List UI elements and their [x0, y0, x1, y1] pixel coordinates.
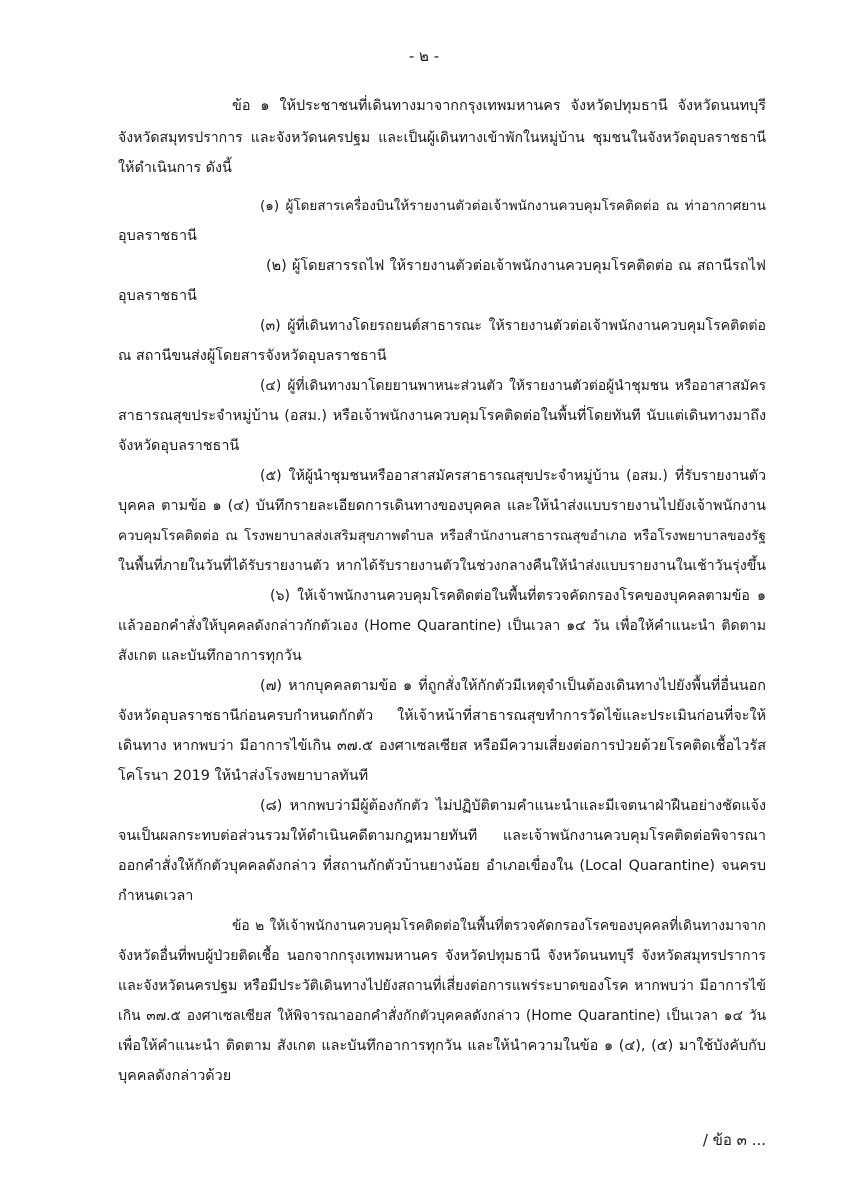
text-line: จังหวัดอุบลราชธานี [118, 438, 240, 454]
text-line: จนเป็นผลกระทบต่อส่วนรวมให้ดำเนินคดีตามกฎหมายทันที และเจ้าพนักงานควบคุมโรคติดต่อพิจารณา [118, 828, 766, 844]
text-line: สาธารณสุขประจำหมู่บ้าน (อสม.) หรือเจ้าพนักงานควบคุมโรคติดต่อในพื้นที่โดยทันที นับแต่เดินทางมาถึง [118, 408, 766, 424]
text-line: (๓) ผู้ที่เดินทางโดยรถยนต์สาธารณะ ให้รายงานตัวต่อเจ้าพนักงานควบคุมโรคติดต่อ [260, 318, 766, 334]
text-line: (๗) หากบุคคลตามข้อ ๑ ที่ถูกสั่งให้กักตัวมีเหตุจำเป็นต้องเดินทางไปยังพื้นที่อื่นนอก [260, 678, 766, 694]
text-line: เกิน ๓๗.๕ องศาเซลเซียส ให้พิจารณาออกคำสั่งกักตัวบุคคลดังกล่าว (Home Quarantine) เป็นเวลา ๑๔ วัน [118, 1008, 766, 1024]
text-line: (๑) ผู้โดยสารเครื่องบินให้รายงานตัวต่อเจ้าพนักงานควบคุมโรคติดต่อ ณ ท่าอากาศยาน [260, 198, 766, 214]
text-line: (๖) ให้เจ้าพนักงานควบคุมโรคติดต่อในพื้นที่ตรวจคัดกรองโรคของบุคคลตามข้อ ๑ [270, 588, 766, 604]
text-line: จังหวัดอื่นที่พบผู้ป่วยติดเชื้อ นอกจากกรุงเทพมหานคร จังหวัดปทุมธานี จังหวัดนนทบุรี จังหวัดสมุทรปราการ [118, 948, 766, 964]
text-line: ข้อ ๒ ให้เจ้าพนักงานควบคุมโรคติดต่อในพื้นที่ตรวจคัดกรองโรคของบุคคลที่เดินทางมาจาก [232, 918, 766, 934]
text-line: บุคคลดังกล่าวด้วย [118, 1068, 232, 1084]
text-line: ณ สถานีขนส่งผู้โดยสารจังหวัดอุบลราชธานี [118, 348, 387, 364]
text-line: อุบลราชธานี [118, 288, 197, 304]
page-number: - ๒ - [408, 47, 440, 65]
next-page-marker: / ข้อ ๓ ... [702, 1131, 766, 1149]
text-line: (๒) ผู้โดยสารรถไฟ ให้รายงานตัวต่อเจ้าพนักงานควบคุมโรคติดต่อ ณ สถานีรถไฟ [266, 258, 766, 274]
text-line: (๔) ผู้ที่เดินทางมาโดยยานพาหนะส่วนตัว ให้รายงานตัวต่อผู้นำชุมชน หรืออาสาสมัคร [260, 378, 766, 394]
text-line: ให้ดำเนินการ ดังนี้ [118, 160, 232, 176]
text-line: แล้วออกคำสั่งให้บุคคลดังกล่าวกักตัวเอง (Home Quarantine) เป็นเวลา ๑๔ วัน เพื่อให้คำแนะนำ ติดตาม [118, 618, 766, 634]
text-line: ข้อ ๑ ให้ประชาชนที่เดินทางมาจากกรุงเทพมหานคร จังหวัดปทุมธานี จังหวัดนนทบุรี [232, 98, 766, 114]
text-line: อุบลราชธานี [118, 228, 197, 244]
text-line: เพื่อให้คำแนะนำ ติดตาม สังเกต และบันทึกอาการทุกวัน และให้นำความในข้อ ๑ (๔), (๕) มาใช้บังคับกับ [118, 1038, 766, 1054]
text-line: บุคคล ตามข้อ ๑ (๔) บันทึกรายละเอียดการเดินทางของบุคคล และให้นำส่งแบบรายงานไปยังเจ้าพนักงาน [118, 498, 766, 514]
text-line: ออกคำสั่งให้กักตัวบุคคลดังกล่าว ที่สถานกักตัวบ้านยางน้อย อำเภอเขื่องใน (Local Quarantine) จนครบ [118, 858, 766, 874]
text-line: จังหวัดอุบลราชธานีก่อนครบกำหนดกักตัว ให้เจ้าหน้าที่สาธารณสุขทำการวัดไข้และประเมินก่อนที่จะให้ [118, 708, 766, 724]
text-line: โคโรนา 2019 ให้นำส่งโรงพยาบาลทันที [118, 768, 369, 784]
text-line: ในพื้นที่ภายในวันที่ได้รับรายงานตัว หากได้รับรายงานตัวในช่วงกลางคืนให้นำส่งแบบรายงานในเช้าวันรุ่งขึ้น [118, 558, 766, 574]
text-line: จังหวัดสมุทรปราการ และจังหวัดนครปฐม และเป็นผู้เดินทางเข้าพักในหมู่บ้าน ชุมชนในจังหวัดอุบลราชธานี [118, 130, 766, 146]
text-line: (๘) หากพบว่ามีผู้ต้องกักตัว ไม่ปฏิบัติตามคำแนะนำและมีเจตนาฝ่าฝืนอย่างชัดแจ้ง [260, 798, 766, 814]
text-line: สังเกต และบันทึกอาการทุกวัน [118, 648, 302, 664]
text-line: และจังหวัดนครปฐม หรือมีประวัติเดินทางไปยังสถานที่เสี่ยงต่อการแพร่ระบาดของโรค หากพบว่า มีอาการไข้ [118, 978, 766, 994]
text-line: เดินทาง หากพบว่า มีอาการไข้เกิน ๓๗.๕ องศาเซลเซียส หรือมีความเสี่ยงต่อการป่วยด้วยโรคติดเชื้อไวรัส [118, 738, 766, 754]
text-line: กำหนดเวลา [118, 888, 194, 904]
text-line: ควบคุมโรคติดต่อ ณ โรงพยาบาลส่งเสริมสุขภาพตำบล หรือสำนักงานสาธารณสุขอำเภอ หรือโรงพยาบาลของรัฐ [118, 528, 766, 544]
text-line: (๕) ให้ผู้นำชุมชนหรืออาสาสมัครสาธารณสุขประจำหมู่บ้าน (อสม.) ที่รับรายงานตัว [260, 468, 766, 484]
